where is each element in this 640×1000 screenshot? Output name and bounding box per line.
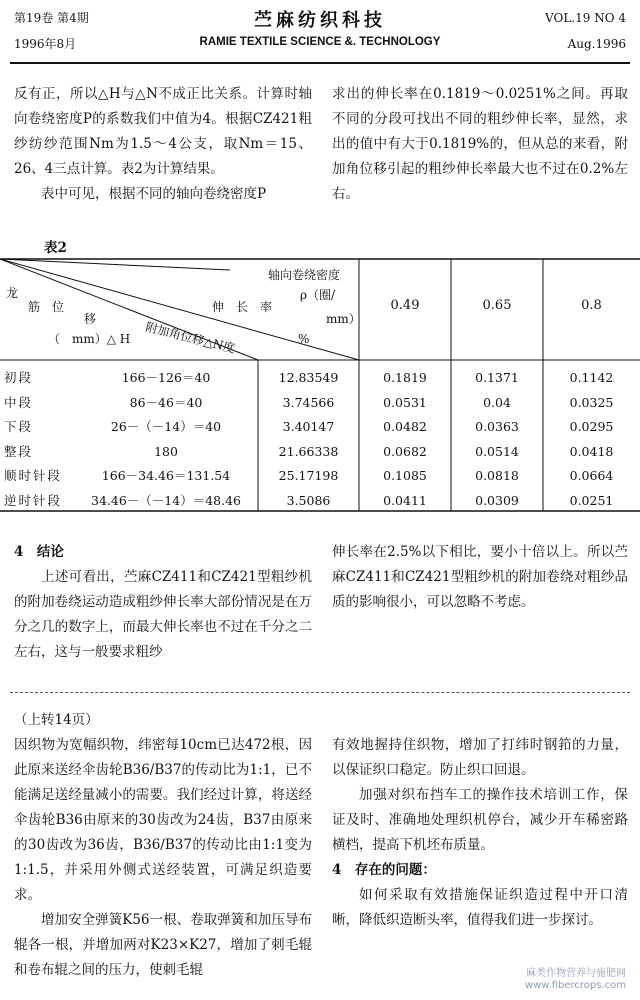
- table-cell-v3: 0.0325: [569, 394, 614, 410]
- table-row: [0, 464, 640, 488]
- table-cell-v3: 0.0418: [569, 443, 614, 459]
- volume-issue: 第19卷 第4期: [14, 11, 89, 25]
- paragraph: 如何采取有效措施保证织造过程中开口清晰，降低织造断头率，值得我们进一步探讨。: [332, 887, 628, 928]
- table-row: [0, 415, 640, 439]
- table-cell-dn: 25.17198: [278, 468, 339, 483]
- table-cell-v3: 0.0664: [569, 468, 614, 483]
- header-rho: ρ（圈/: [300, 288, 336, 302]
- table-cell-dn: 21.66338: [278, 443, 339, 459]
- paragraph: 反有正，所以△H与△N不成正比关系。计算时轴向卷绕密度P的系数我们中值为4。根据CZ421粗纱纺纱范围Nm为1.5～4公支，取Nm＝15、26、4三点计算。表2为计算结果。: [14, 86, 312, 177]
- data-table: [0, 258, 640, 514]
- table-cell-v2: 0.1371: [475, 370, 519, 385]
- header-axial-density: 轴向卷绕密度: [268, 268, 341, 282]
- section-heading: 4 结论: [14, 544, 64, 560]
- table-cell-v2: 0.0363: [475, 419, 519, 434]
- table-cell-dh: 166－126＝40: [121, 370, 211, 385]
- journal-title: 苎麻纺织科技: [254, 10, 386, 31]
- table-cell-name: 逆时针段: [4, 492, 63, 508]
- paragraph: 因织物为宽幅织物，纬密每10cm已达472根，因此原来送经伞齿轮B36/B37的传动比为1:1，已不能满足送经量减小的需要。我们经过计算，将送经伞齿轮B36由原来的30齿改为24齿，B37由原来的30齿改为36齿，B36/B37的传动比由1:1变为1:1.5，并采用外侧式送经装置，可满足织造要求。: [14, 737, 312, 903]
- table-row: [0, 391, 640, 415]
- publication-date-en: Aug.1996: [567, 37, 626, 51]
- paragraph: 伸长率在2.5%以下相比，要小十倍以上。所以苎麻CZ411和CZ421型粗纱机的附加卷绕对粗纱品质的影响很小，可以忽略不考虑。: [332, 544, 628, 610]
- upper-left-column: [14, 82, 312, 207]
- table-cell-v2: 0.0309: [475, 492, 519, 508]
- table-row: [0, 489, 640, 513]
- table-cell-v2: 0.0514: [475, 443, 519, 459]
- paragraph: 增加安全弹簧K56一根、卷取弹簧和加压导布辊各一根，并增加两对K23×K27，增加了刺毛辊和卷布辊之间的压力，使刺毛辊: [14, 912, 312, 978]
- table-cell-v1: 0.0482: [383, 419, 427, 434]
- header-rule: [10, 62, 630, 64]
- section-divider: [10, 692, 630, 694]
- continued-right-column: [332, 733, 628, 933]
- continued-note: （上转14页）: [14, 712, 99, 728]
- header-rod-4: 移: [84, 312, 97, 326]
- volume-issue-en: VOL.19 NO 4: [545, 11, 626, 25]
- header-angle-displacement: 附加角位移△N度: [144, 319, 237, 356]
- table-cell-dn: 3.5086: [286, 492, 331, 508]
- section-heading: 4 存在的问题：: [332, 862, 436, 878]
- table-cell-dh: 26－（－14）＝40: [110, 419, 222, 434]
- table-cell-v1: 0.0682: [383, 443, 427, 459]
- table-caption: 表2: [44, 240, 67, 256]
- table-cell-dn: 12.83549: [278, 370, 339, 385]
- table-cell-name: 下段: [4, 419, 34, 434]
- table-cell-dh: 86－46＝40: [129, 394, 203, 410]
- table-cell-v2: 0.0818: [475, 468, 519, 483]
- paragraph: 上述可看出，苎麻CZ411和CZ421型粗纱机的附加卷绕运动造成粗纱伸长率大部份情况是在万分之几的数字上，而最大伸长率也不过在千分之二左右，这与一般要求粗纱: [14, 569, 312, 660]
- header-stretch-rate: 伸 长 率: [212, 300, 273, 314]
- table-cell-v3: 0.1142: [569, 370, 614, 385]
- table-row: [0, 366, 640, 390]
- paragraph: 加强对织布挡车工的操作技术培训工作，保证及时、准确地处理织机停台，减少开车稀密路横档，提高下机坯布质量。: [332, 787, 628, 853]
- paragraph: 表中可见，根据不同的轴向卷绕密度P: [41, 186, 267, 202]
- journal-volume-info: [14, 10, 89, 52]
- header-rod-3: 位: [52, 300, 65, 314]
- table-cell-name: 初段: [4, 370, 34, 385]
- paragraph: 有效地握持住织物，增加了打纬时钢筘的力量，以保证织口稳定。防止织口回退。: [332, 737, 628, 778]
- table-cell-v1: 0.1085: [383, 468, 427, 483]
- header-delta-h: （ mm）△ H: [48, 332, 131, 346]
- upper-right-column: [332, 82, 628, 207]
- table-cell-v1: 0.0411: [383, 492, 427, 508]
- journal-masthead: [160, 6, 480, 48]
- publication-date: 1996年8月: [14, 37, 77, 51]
- paragraph: 求出的伸长率在0.1819～0.0251%之间。再取不同的分段可找出不同的粗纱伸长率，显然，求出的值中有大于0.1819%的，但从总的来看，附加角位移引起的粗纱伸长率最大也不过在0.2%左右。: [332, 86, 628, 202]
- col-header-rho-3: 0.8: [581, 298, 602, 313]
- table-cell-name: 中段: [4, 394, 34, 410]
- table-cell-v3: 0.0251: [569, 492, 614, 508]
- table-cell-v3: 0.0295: [569, 419, 614, 434]
- table-cell-dh: 34.46－（－14）＝48.46: [91, 492, 241, 508]
- journal-volume-info-en: [545, 10, 626, 52]
- site-watermark: [525, 968, 626, 992]
- conclusion-left-column: [14, 540, 312, 665]
- col-header-rho-2: 0.65: [482, 298, 512, 313]
- continued-left-column: [14, 708, 312, 983]
- table-row: [0, 440, 640, 464]
- table-cell-v1: 0.1819: [383, 370, 427, 385]
- table-cell-v2: 0.04: [483, 394, 511, 410]
- header-percent: %: [298, 332, 310, 346]
- table-cell-v1: 0.0531: [383, 394, 427, 410]
- col-header-rho-1: 0.49: [390, 298, 420, 313]
- header-rho-unit: mm）: [326, 312, 361, 326]
- header-rod-2: 筋: [28, 300, 41, 314]
- table-cell-dn: 3.40147: [282, 419, 335, 434]
- table-cell-name: 顺时针段: [4, 468, 63, 483]
- journal-subtitle: RAMIE TEXTILE SCIENCE &. TECHNOLOGY: [199, 36, 441, 48]
- watermark-url: www.fibercrops.com: [524, 980, 626, 991]
- table-cell-name: 整段: [4, 443, 34, 459]
- watermark-cn: 麻类作物营养与施肥网: [526, 968, 626, 979]
- table-cell-dn: 3.74566: [282, 394, 335, 410]
- conclusion-right-column: [332, 540, 628, 615]
- table-cell-dh: 180: [154, 443, 178, 459]
- header-rod-1: 龙: [6, 286, 19, 300]
- table-cell-dh: 166－34.46＝131.54: [101, 468, 231, 483]
